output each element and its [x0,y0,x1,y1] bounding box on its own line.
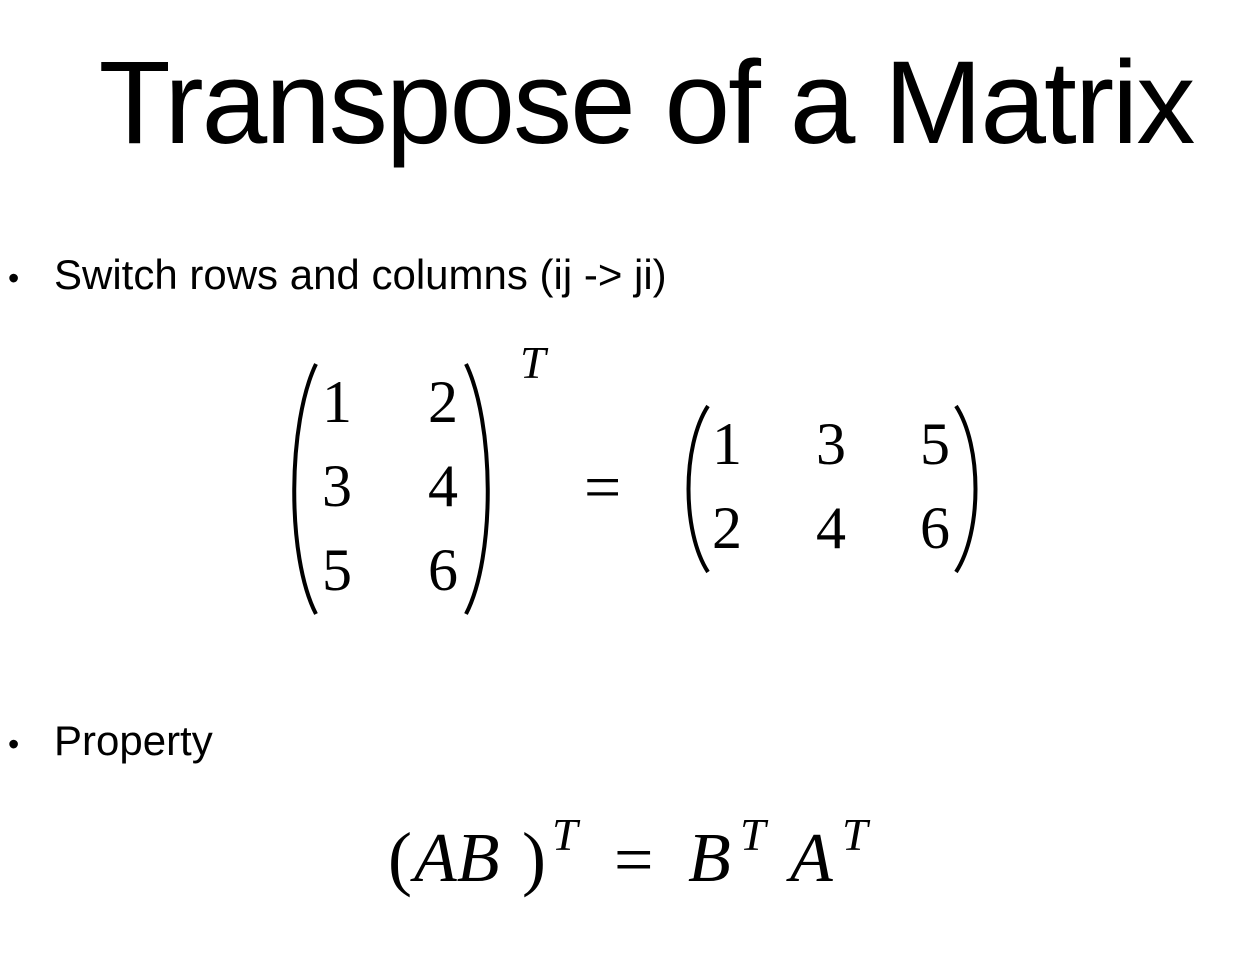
right-matrix-cell: 6 [920,495,950,561]
property-equals-sign: = [614,822,654,899]
bullet-marker: • [8,726,20,762]
slide-title: Transpose of a Matrix [98,37,1194,169]
left-matrix-cell: 5 [322,537,352,603]
right-matrix-cell: 5 [920,411,950,477]
right-matrix-cell: 3 [816,411,846,477]
left-matrix-cell: 2 [428,369,458,435]
left-matrix-cell: 4 [428,453,458,519]
left-matrix-cell: 3 [322,453,352,519]
bullet-text: Property [54,717,213,764]
left-matrix-close-paren [462,362,502,616]
right-matrix-cell: 2 [712,495,742,561]
left-matrix-cell: 1 [322,369,352,435]
bullet-text: Switch rows and columns (ij -> ji) [54,251,667,298]
bullet-switch-rows [8,250,667,303]
transpose-superscript: T [520,337,546,388]
lhs-superscript: T [552,809,578,860]
rhs-b: B [688,820,731,897]
lhs-product: AB [414,820,500,897]
lhs-close-paren: ) [522,818,546,898]
right-matrix-cell: 4 [816,495,846,561]
lhs-open-paren: ( [388,818,412,898]
rhs-a: A [790,820,833,897]
right-matrix-cell: 1 [712,411,742,477]
left-matrix-cell: 6 [428,537,458,603]
bullet-property [8,716,213,769]
rhs-a-superscript: T [842,809,868,860]
rhs-b-superscript: T [740,809,766,860]
bullet-marker: • [8,260,20,296]
equals-sign: = [584,451,622,524]
